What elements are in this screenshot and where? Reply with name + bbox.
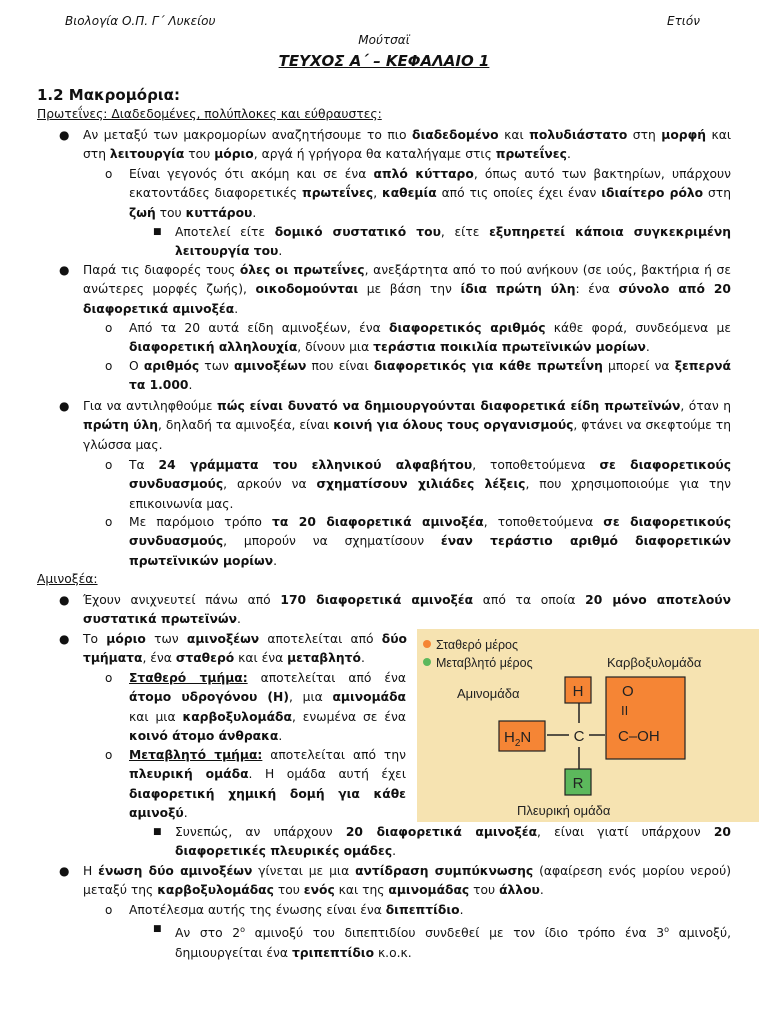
carboxyl-oxygen-symbol: O [622,683,634,700]
paragraph-p6: Η ένωση δύο αμινοξέων γίνεται με μια αντίδραση συμπύκνωσης (αφαίρεση ενός μορίου νερού) μεταξύ της καρβοξυλομάδας του ενός και της αμινομάδας του άλλου. [83,864,731,898]
paragraph-p2: Παρά τις διαφορές τους όλες οι πρωτεΐνες, ανεξάρτητα από το πού ανήκουν (σε ιούς, βακτήρια ή σε ανώτερες μορφές ζωής), οικοδομούνται με βάση την ίδια πρώτη ύλη: ένα σύνολο από 20 διαφορετικά αμινοξέα. [83,263,731,316]
paragraph-p5a: Σταθερό τμήμα: αποτελείται από ένα άτομο υδρογόνου (Η), μια αμινομάδα και μια καρβοξυλομάδα, ενωμένα σε ένα κοινό άτομο άνθρακα. [129,671,406,744]
paragraph-p6a: Αποτέλεσμα αυτής της ένωσης είναι ένα διπεπτίδιο. [129,903,464,917]
bullet-circle: o [105,458,113,472]
bullet-square: ■ [153,924,162,934]
bullet-square: ■ [153,227,162,237]
paragraph-p5b1: Συνεπώς, αν υπάρχουν 20 διαφορετικά αμινοξέα, είναι γιατί υπάρχουν 20 διαφορετικές πλευρικές ομάδες. [175,825,731,859]
carboxyl-coh-formula: C–OH [618,728,660,745]
header-course: Βιολογία Ο.Π. Γ΄ Λυκείου [65,14,216,28]
variable-part-legend-marker [423,658,431,666]
paragraph-p1: Αν μεταξύ των μακρομορίων αναζητήσουμε το πιο διαδεδομένο και πολυδιάστατο στη μορφή και στη λειτουργία του μόριο, αργά ή γρήγορα θα καταλήγαμε στις πρωτεΐνες. [83,128,732,162]
paragraph-p2a: Από τα 20 αυτά είδη αμινοξέων, ένα διαφορετικός αριθμός κάθε φορά, συνδεόμενα με διαφορετική αλληλουχία, δίνουν μια τεράστια ποικιλία πρωτεϊνικών μορίων. [129,321,731,355]
bullet-circle: o [105,321,113,335]
paragraph-p4: Έχουν ανιχνευτεί πάνω από 170 διαφορετικά αμινοξέα από τα οποία 20 μόνο αποτελούν συστατικά πρωτεϊνών. [83,593,731,627]
bullet-disc: ● [59,593,70,607]
side-group-symbol: R [572,775,584,792]
bullet-disc: ● [59,399,70,413]
bullet-disc: ● [59,864,70,878]
amino-group-label: Αμινομάδα [457,686,520,701]
bullet-circle: o [105,359,113,373]
paragraph-p5: Το μόριο των αμινοξέων αποτελείται από δύο τμήματα, ένα σταθερό και ένα μεταβλητό. [83,632,407,666]
proteins-heading: Πρωτεΐνες: Διαδεδομένες, πολύπλοκες και εύθραυστες: [37,107,382,121]
header-author-first: Ετιόν [667,14,700,28]
central-carbon-symbol: C [573,728,585,745]
paragraph-p1a1: Αποτελεί είτε δομικό συστατικό του, είτε εξυπηρετεί κάποια συγκεκριμένη λειτουργία του. [175,225,731,259]
bullet-circle: o [105,671,113,685]
bullet-disc: ● [59,632,70,646]
carboxyl-group-box [606,677,685,759]
bullet-square: ■ [153,827,162,837]
variable-part-legend-label: Μεταβλητό μέρος [436,656,533,670]
bullet-disc: ● [59,128,70,142]
fixed-part-legend-marker [423,640,431,648]
paragraph-p1a: Είναι γεγονός ότι ακόμη και σε ένα απλό κύτταρο, όπως αυτό των βακτηρίων, υπάρχουν εκατοντάδες διαφορετικές πρωτεΐνες, καθεμία από τις οποίες έχει έναν ιδιαίτερο ρόλο στη ζωή του κυττάρου. [129,167,732,220]
fixed-part-legend-label: Σταθερό μέρος [436,638,519,652]
paragraph-p3a: Τα 24 γράμματα του ελληνικού αλφαβήτου, τοποθετούμενα σε διαφορετικούς συνδυασμούς, αρκούν να σχηματίσουν χιλιάδες λέξεις, που χρησιμοποιούμε για την επικοινωνία μας. [129,458,732,511]
amino-group-formula: $H_2N$ [504,729,532,749]
carboxyl-group-label: Καρβοξυλομάδα [607,655,702,670]
side-group-label: Πλευρική ομάδα [517,803,611,818]
bullet-disc: ● [59,263,70,277]
paragraph-p6a1: Αν στο $2^o$ αμινοξύ του διπεπτιδίου συνδεθεί με τον ίδιο τρόπο ένα $3^o$ αμινοξύ, δημιουργείται ένα τριπεπτίδιο κ.ο.κ. [175,925,731,960]
paragraph-p3: Για να αντιληφθούμε πώς είναι δυνατό να δημιουργούνται διαφορετικά είδη πρωτεϊνών, όταν η πρώτη ύλη, δηλαδή τα αμινοξέα, είναι κοινή για όλους τους οργανισμούς, φτάνει να σκεφτούμε τη γλώσσα μας. [83,399,732,452]
amino-acid-figure [417,629,759,822]
header-author-last: Μούτσαϊ [358,33,410,47]
section-heading: 1.2 Μακρομόρια: [37,86,180,104]
hydrogen-atom-symbol: H [572,683,584,700]
bullet-circle: o [105,515,113,529]
bullet-circle: o [105,903,113,917]
paragraph-p2b: Ο αριθμός των αμινοξέων που είναι διαφορετικός για κάθε πρωτεΐνη μπορεί να ξεπερνά τα 1.000. [129,359,731,393]
bullet-circle: o [105,167,113,181]
amino-heading: Αμινοξέα: [37,572,98,586]
amino-acid-diagram [417,629,759,822]
paragraph-p5b: Μεταβλητό τμήμα: αποτελείται από την πλευρική ομάδα. Η ομάδα αυτή έχει διαφορετική χημική δομή για κάθε αμινοξύ. [129,748,406,821]
document-title: ΤΕΥΧΟΣ Α΄ – ΚΕΦΑΛΑΙΟ 1 [278,52,490,70]
bullet-circle: o [105,748,113,762]
carboxyl-double-bond: II [621,703,629,718]
paragraph-p3b: Με παρόμοιο τρόπο τα 20 διαφορετικά αμινοξέα, τοποθετούμενα σε διαφορετικούς συνδυασμούς, μπορούν να σχηματίσουν έναν τεράστιο αριθμό διαφορετικών πρωτεϊνικών μορίων. [129,515,731,568]
